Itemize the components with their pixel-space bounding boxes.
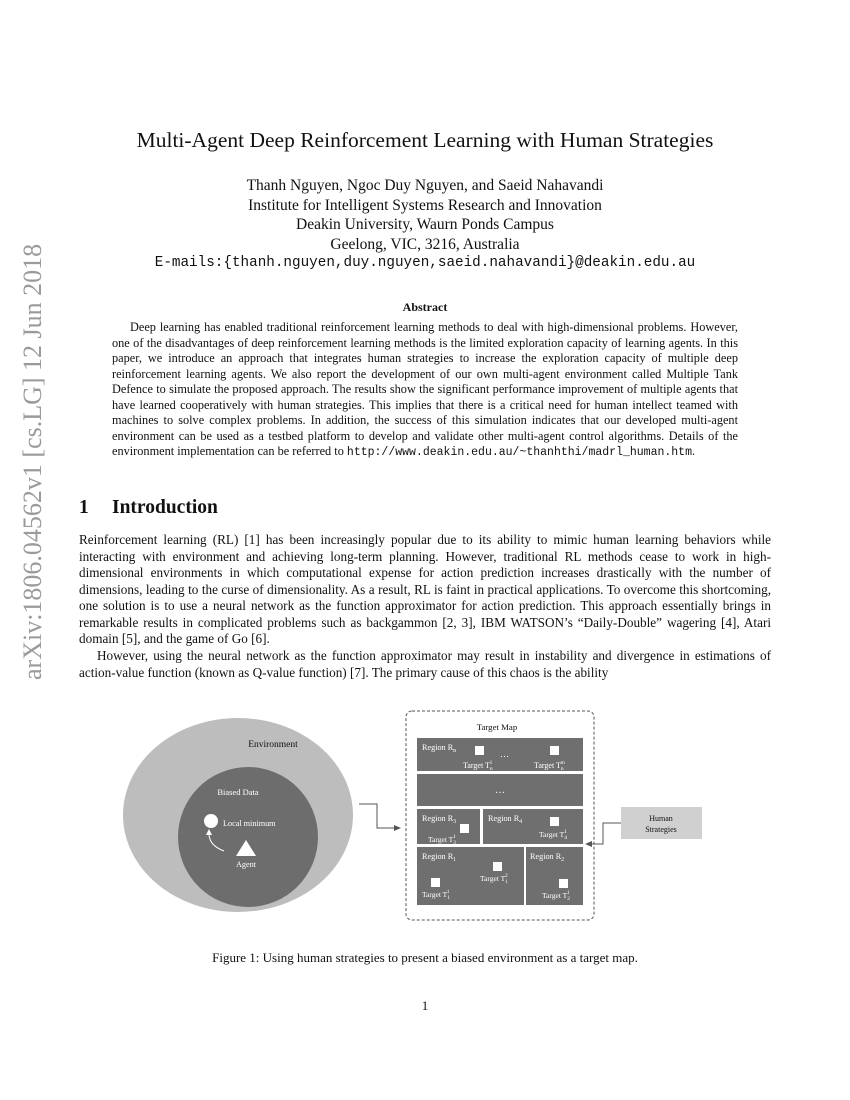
target-marker: [559, 879, 568, 888]
target-t4-label: Target $T_41$: [539, 829, 567, 841]
env-to-map-arrow: [359, 804, 396, 828]
target-map-label: Target Map: [476, 722, 518, 732]
abstract-url-link[interactable]: http://www.deakin.edu.au/~thanhthi/madrl_human.htm: [346, 446, 692, 459]
target-marker: [493, 862, 502, 871]
figure-caption: Figure 1: Using human strategies to present a biased environment as a target map.: [212, 950, 638, 965]
region-rn-ellipsis: …: [500, 749, 509, 759]
middle-ellipsis: …: [495, 785, 505, 796]
target-t1-1-label: Target $T_11$: [422, 889, 450, 901]
abstract-body: Deep learning has enabled traditional reinforcement learning methods to deal with high-dimensional problems. However, one of the disadvantages of deep reinforcement learning methods is the limited exploration capacity of learning agents. In this paper, we introduce an approach that integrates human strategies to increase the exploration capacity of multiple deep reinforcement learning agents. We also report the development of our own multi-agent environment called Multiple Tank Defence to simulate the proposed approach. The results show the significant performance improvement of multiple agents that have learned cooperatively with human strategies. This implies that there is a critical need for human intellect teamed with machines to solve complex problems. In addition, the success of this simulation indicates that our developed multi-agent environment can be used as a testbed platform to develop and validate other multi-agent control algorithms. Details of the environment implementation can be referred to: [112, 320, 738, 458]
environment-label: Environment: [248, 740, 298, 750]
human-strategies-box: [621, 807, 702, 839]
region-r4-label: Region $R_4$: [488, 814, 523, 825]
target-t1-2-label: Target $T_12$: [480, 873, 508, 885]
human-strategies-label-2: Strategies: [645, 825, 677, 834]
paper-title: Multi-Agent Deep Reinforcement Learning with Human Strategies: [136, 128, 714, 152]
local-minimum-label: Local minimum: [223, 819, 276, 828]
target-marker: [475, 746, 484, 755]
page-number: 1: [421, 998, 429, 1013]
local-minimum-marker: [204, 814, 218, 828]
target-marker: [550, 746, 559, 755]
author-emails[interactable]: E-mails:{thanh.nguyen,duy.nguyen,saeid.nahavandi}@deakin.edu.au: [154, 255, 696, 271]
region-r2-label: Region $R_2$: [530, 852, 565, 863]
agent-label: Agent: [235, 860, 257, 869]
arxiv-stamp: arXiv:1806.04562v1 [cs.LG] 12 Jun 2018: [18, 243, 47, 680]
target-tnm-label: Target $T_nm$: [534, 760, 565, 772]
env-to-map-arrowhead-icon: [394, 825, 401, 831]
region-r1-label: Region $R_1$: [422, 852, 457, 863]
target-marker: [460, 824, 469, 833]
target-marker: [431, 878, 440, 887]
abstract-heading: Abstract: [402, 300, 448, 314]
author-institute: Institute for Intelligent Systems Research and Innovation: [248, 196, 602, 214]
target-tn1-label: Target $T_n1$: [463, 760, 493, 772]
human-to-map-arrow: [590, 823, 621, 844]
author-location: Geelong, VIC, 3216, Australia: [330, 235, 520, 253]
region-rn-label: Region $R_n$: [422, 743, 457, 754]
human-to-map-arrowhead-icon: [585, 841, 592, 847]
intro-paragraph-1: Reinforcement learning (RL) [1] has been increasingly popular due to its ability to mimic human learning behaviors while interacting with environment and achieving long-term planning. However, traditional RL methods cease to work in high-dimensional environments in which computational expense for action prediction increases drastically with the number of dimensions, leading to the curse of dimensionality. As a result, RL is faint in practical applications. To overcome this shortcoming, one solution is to use a neural network as the function approximator for action prediction. This approach essentially brings in remarkable results in complicated problems such as backgammon [2, 3], IBM WATSON’s “Daily-Double” wagering [4], Atari domain [5], and the game of Go [6].: [79, 532, 771, 646]
region-r3-label: Region $R_3$: [422, 814, 457, 825]
abstract-end: .: [691, 444, 696, 458]
target-t3-label: Target $T_31$: [428, 834, 456, 846]
target-marker: [550, 817, 559, 826]
biased-data-label: Biased Data: [217, 787, 259, 797]
author-names: Thanh Nguyen, Ngoc Duy Nguyen, and Saeid Nahavandi: [246, 177, 604, 194]
author-block: [0, 176, 850, 274]
author-university: Deakin University, Waurn Ponds Campus: [296, 216, 554, 233]
target-t2-label: Target $T_21$: [542, 890, 570, 902]
human-strategies-label-1: Human: [649, 814, 673, 823]
figure-1: [0, 700, 850, 940]
figure-1-diagram: [0, 700, 850, 940]
abstract-text: [112, 320, 738, 461]
section-title: Introduction: [112, 497, 218, 518]
section-heading-introduction: [79, 497, 218, 519]
section-number: 1: [79, 497, 89, 518]
intro-paragraph-2: However, using the neural network as the function approximator may result in instability and divergence in estimations of action-value function (known as Q-value function) [7]. The primary cause of this chaos is the ability: [79, 648, 771, 680]
